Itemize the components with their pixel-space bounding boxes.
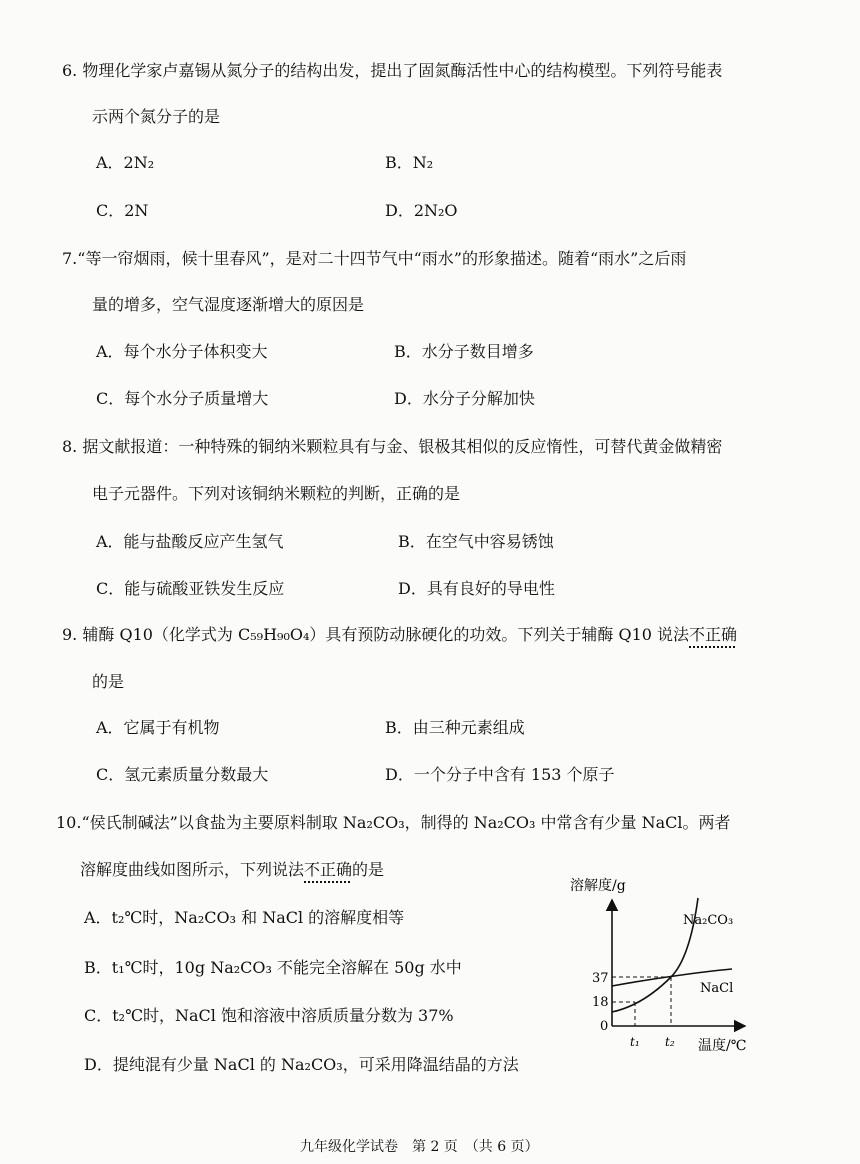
q10-option-c: C．t₂℃时，NaCl 饱和溶液中溶质质量分数为 37% <box>84 1006 454 1025</box>
origin-label: 0 <box>600 1019 609 1034</box>
q10-option-b: B．t₁℃时，10g Na₂CO₃ 不能完全溶解在 50g 水中 <box>84 958 462 977</box>
x-tick-t1: t₁ <box>630 1035 640 1049</box>
q9-stem-line2: 的是 <box>92 672 125 691</box>
q6-stem-line1: 6. 物理化学家卢嘉锡从氮分子的结构出发，提出了固氮酶活性中心的结构模型。下列符号能表 <box>62 61 723 80</box>
q7-option-c: C．每个水分子质量增大 <box>96 389 269 408</box>
q9-emphasis-not-correct: 不正确 <box>689 625 738 644</box>
q10-stem-line1: 10.“侯氏制碱法”以食盐为主要原料制取 Na₂CO₃，制得的 Na₂CO₃ 中常含有少量 NaCl。两者 <box>56 813 731 832</box>
q9-stem-line1: 9. 辅酶 Q10（化学式为 C₅₉H₉₀O₄）具有预防动脉硬化的功效。下列关于辅酶 Q10 说法不正确 <box>62 625 738 644</box>
y-tick-18: 18 <box>592 995 609 1010</box>
q9-option-b: B．由三种元素组成 <box>385 718 525 737</box>
q9-option-a: A．它属于有机物 <box>96 718 220 737</box>
q6-stem-line2: 示两个氮分子的是 <box>92 107 221 126</box>
y-tick-37: 37 <box>592 971 609 986</box>
q6-option-a: A．2N₂ <box>96 153 155 172</box>
q8-option-a: A．能与盐酸反应产生氢气 <box>96 532 284 551</box>
q8-option-d: D．具有良好的导电性 <box>398 579 555 598</box>
q7-stem-line1: 7.“等一帘烟雨，候十里春风”，是对二十四节气中“雨水”的形象描述。随着“雨水”之后雨 <box>62 249 687 268</box>
y-axis-label: 溶解度/g <box>570 878 626 894</box>
q10-option-d: D．提纯混有少量 NaCl 的 Na₂CO₃，可采用降温结晶的方法 <box>84 1055 519 1074</box>
q7-option-d: D．水分子分解加快 <box>394 389 535 408</box>
q8-stem-line2: 电子元器件。下列对该铜纳米颗粒的判断，正确的是 <box>92 484 461 503</box>
q6-option-b: B．N₂ <box>385 153 434 172</box>
q6-option-d: D．2N₂O <box>385 201 458 220</box>
q10-option-a: A．t₂℃时，Na₂CO₃ 和 NaCl 的溶解度相等 <box>84 908 405 927</box>
q8-option-b: B．在空气中容易锈蚀 <box>398 532 554 551</box>
q9-option-c: C．氢元素质量分数最大 <box>96 765 269 784</box>
q7-option-b: B．水分子数目增多 <box>394 342 534 361</box>
q10-emphasis-not-correct: 不正确 <box>304 860 353 879</box>
q6-option-c: C．2N <box>96 201 149 220</box>
q8-option-c: C．能与硫酸亚铁发生反应 <box>96 579 285 598</box>
q7-option-a: A．每个水分子体积变大 <box>96 342 268 361</box>
na2co3-curve-label: Na₂CO₃ <box>683 913 734 928</box>
x-axis-label: 温度/℃ <box>698 1038 747 1054</box>
q10-stem-line2: 溶解度曲线如图所示，下列说法不正确的是 <box>80 860 385 879</box>
x-tick-t2: t₂ <box>665 1035 675 1049</box>
q9-option-d: D．一个分子中含有 153 个原子 <box>385 765 615 784</box>
q8-stem-line1: 8. 据文献报道：一种特殊的铜纳米颗粒具有与金、银极其相似的反应惰性，可替代黄金做精密 <box>62 437 723 456</box>
nacl-curve-label: NaCl <box>700 981 734 996</box>
solubility-chart <box>570 876 760 1056</box>
q7-stem-line2: 量的增多，空气湿度逐渐增大的原因是 <box>92 295 365 314</box>
page-footer: 九年级化学试卷 第 2 页 （共 6 页） <box>300 1139 539 1155</box>
